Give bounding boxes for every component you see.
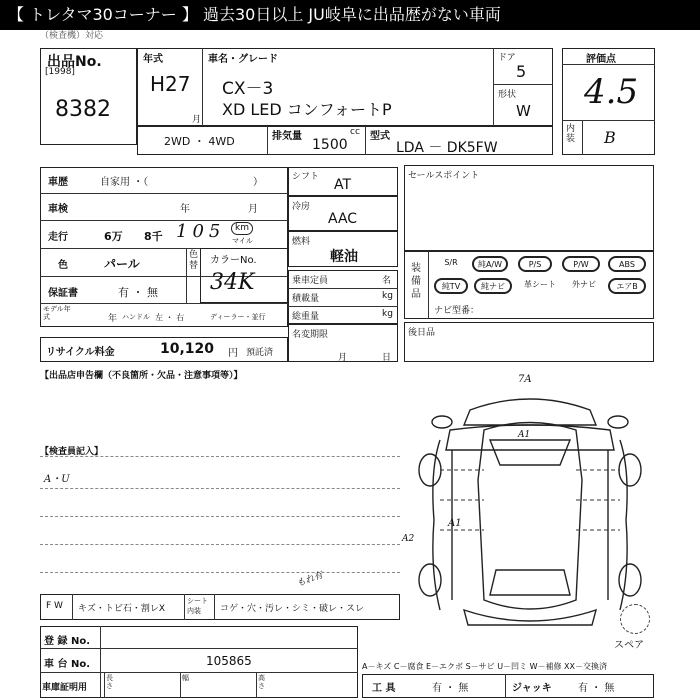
score-value: 4.5 (584, 72, 639, 112)
car-label: 車名・グレード (208, 54, 278, 65)
reki-close: ） (253, 177, 263, 188)
mileage-label: 走行 (48, 232, 68, 243)
lot-number: 8382 (55, 97, 111, 122)
fuel-label: 燃料 (292, 237, 311, 247)
damage-legend: A－キズ C－腐食 E－エクボ S－サビ U－凹ミ W－補修 XX－交換済 (362, 662, 608, 671)
unit-mile: マイル (232, 237, 253, 245)
shift-label: シフト (292, 172, 320, 182)
color-value: パール (104, 257, 140, 271)
navi-label: ナビ型番： (434, 306, 480, 316)
lot-label: 出品No. (47, 54, 102, 70)
equipment-item: エアB (608, 278, 646, 294)
displacement-value: 1500 (312, 137, 348, 153)
lot-box (40, 48, 137, 145)
recycle-value: 10,120 (160, 341, 215, 357)
year-value: H27 (150, 72, 191, 96)
year-label: 年式 (143, 54, 163, 65)
interior-label: 内装 (566, 124, 576, 144)
sales-points-label: セールスポイント (408, 171, 480, 181)
name-change-day: 日 (382, 353, 392, 363)
score-label: 評価点 (586, 54, 616, 65)
model-label: 型式 (370, 131, 390, 142)
after-items-label: 後日品 (408, 328, 436, 338)
chassis-value: 105865 (206, 654, 252, 668)
passengers-unit: 名 (382, 276, 392, 286)
gross-label: 総重量 (292, 312, 320, 322)
color-label: 色 (58, 260, 68, 271)
dealer-label: ディーラー・並行 (210, 313, 266, 321)
car-name: CX－3 (222, 79, 274, 99)
shaken-month: 月 (248, 204, 258, 215)
warranty-value: 有 ・ 無 (118, 286, 158, 299)
unit-km: km (231, 222, 253, 235)
equipment-item: P/W (562, 256, 600, 272)
doors-value: 5 (516, 62, 527, 81)
jack-value: 有 ・ 無 (578, 683, 615, 694)
equipment-item: P/S (518, 256, 552, 272)
model-year-label: モデル年式 (43, 305, 71, 321)
after-items-box (404, 322, 654, 362)
cert-label: 車庫証明用 (42, 683, 88, 693)
shape-value: W (516, 102, 531, 120)
load-unit: kg (382, 291, 393, 301)
shift-value: AT (334, 177, 352, 193)
fuel-value: 軽油 (330, 249, 358, 265)
equipment-item: ABS (608, 256, 646, 272)
equipment-item: S/R (444, 258, 458, 267)
equipment-item: 革シート (524, 280, 556, 289)
spare-label: スペア (614, 640, 644, 651)
registration-label: 登 録 No. (44, 636, 91, 647)
tools-value: 有 ・ 無 (432, 683, 469, 694)
lot-year-tag: [1998] (45, 67, 75, 77)
model-value: LDA － DK5FW (396, 140, 498, 156)
load-label: 積載量 (292, 294, 320, 304)
seat-damage: コゲ・穴・汚レ・シミ・破レ・スレ (220, 604, 365, 614)
name-change-month: 月 (338, 353, 348, 363)
gross-unit: kg (382, 309, 393, 319)
banner-title: 【 トレタマ30コーナー 】 過去30日以上 JU岐阜に出品歴がない車両 (0, 0, 700, 30)
mileage-man: 6万 (104, 230, 123, 243)
car-damage-diagram (400, 370, 660, 640)
reki-label: 車歴 (48, 177, 68, 188)
ac-label: 冷房 (292, 202, 311, 212)
color-code-label: カラーNo. (210, 255, 257, 266)
fw-label: F W (46, 601, 63, 611)
mark-side-a: A1 (448, 518, 462, 529)
equipment-item: 純A/W (472, 256, 508, 272)
mileage-written: 105 (176, 221, 226, 242)
color-sub-label: 色替 (189, 250, 199, 271)
tools-label: 工 具 (372, 683, 396, 694)
mark-corner: もれ有 (295, 570, 325, 590)
year-month-label: 月 (192, 115, 202, 125)
passengers-label: 乗車定員 (292, 276, 329, 286)
cert-col-label: 幅 (182, 674, 189, 682)
inspector-note: A・U (44, 474, 70, 485)
shaken-year: 年 (180, 204, 190, 215)
car-grade: XD LED コンフォートP (222, 100, 392, 119)
inspector-label: 【検査員記入】 (40, 447, 104, 457)
cert-col-label: 長さ (106, 674, 113, 690)
interior-value: B (604, 128, 616, 147)
fw-damage: キズ・トビ石・割レX (78, 604, 165, 614)
warranty-label: 保証書 (48, 288, 78, 299)
chassis-label: 車 台 No. (44, 659, 91, 670)
shape-label: 形状 (498, 90, 517, 100)
displacement-unit: cc (350, 127, 360, 137)
spare-tire-icon (620, 604, 650, 634)
displacement-label: 排気量 (272, 131, 302, 142)
mark-top: 7A (518, 374, 532, 385)
seat-label: シート内装 (187, 597, 208, 615)
reki-value: 自家用 ・（ (100, 177, 149, 188)
mileage-sen: 8千 (144, 230, 163, 243)
doors-label: ドア (498, 53, 516, 63)
equipment-item: 純ナビ (474, 278, 512, 294)
mark-side-num: A2 (402, 534, 415, 544)
handle-label: ハンドル (122, 313, 150, 321)
name-change-label: 名変期限 (292, 330, 329, 340)
jack-label: ジャッキ (512, 683, 552, 694)
shaken-label: 車検 (48, 204, 68, 215)
equipment-item: 純TV (434, 278, 468, 294)
model-year-unit: 年 (108, 314, 118, 324)
recycle-label: リサイクル料金 (46, 347, 115, 358)
handle-value: 左 ・ 右 (155, 313, 185, 322)
recycle-unit: 円 (228, 348, 238, 359)
recycle-deposit: 預託済 (246, 348, 274, 358)
drive-value: 2WD ・ 4WD (164, 135, 235, 148)
cert-col-label: 高さ (258, 674, 265, 690)
equipment-label: 装備品 (411, 263, 421, 300)
mark-windshield: A1 (518, 430, 531, 440)
header-note: （検査機）対応 (40, 31, 104, 41)
color-code-value: 34K (210, 270, 255, 295)
ac-value: AAC (328, 211, 358, 227)
equipment-item: 外ナビ (572, 280, 596, 289)
seller-report-label: 【出品店申告欄（不良箇所・欠品・注意事項等）】 (40, 371, 243, 381)
